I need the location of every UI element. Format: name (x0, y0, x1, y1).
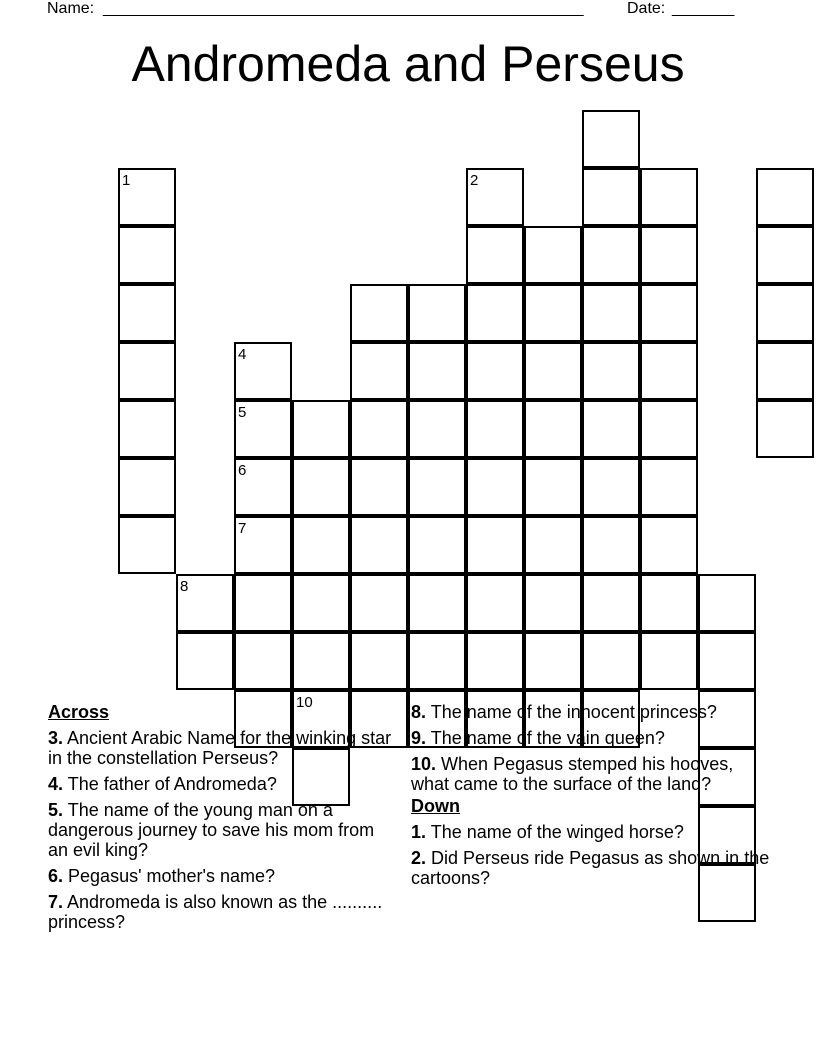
grid-cell[interactable] (582, 168, 640, 226)
grid-cell[interactable] (118, 400, 176, 458)
grid-cell[interactable] (640, 168, 698, 226)
grid-cell[interactable] (350, 342, 408, 400)
grid-cell[interactable] (234, 400, 292, 458)
grid-cell[interactable] (118, 342, 176, 400)
clue-number-label: 5 (238, 404, 247, 421)
clue-down-1 (411, 822, 771, 842)
grid-cell[interactable] (292, 516, 350, 574)
grid-cell[interactable] (118, 458, 176, 516)
grid-cell[interactable] (698, 632, 756, 690)
grid-cell[interactable] (524, 284, 582, 342)
grid-cell[interactable] (582, 342, 640, 400)
grid-cell[interactable] (524, 632, 582, 690)
clue-number: 6. (48, 866, 64, 886)
clue-number-label: 8 (180, 578, 189, 595)
grid-cell[interactable] (350, 458, 408, 516)
grid-cell[interactable] (234, 516, 292, 574)
grid-cell[interactable] (350, 632, 408, 690)
clue-text: The name of the vain queen? (430, 728, 665, 748)
clue-number: 2. (411, 848, 427, 868)
grid-cell[interactable] (234, 342, 292, 400)
grid-cell[interactable] (118, 284, 176, 342)
grid-cell[interactable] (408, 516, 466, 574)
grid-cell[interactable] (640, 284, 698, 342)
clue-text: The name of the innocent princess? (430, 702, 717, 722)
grid-cell[interactable] (640, 574, 698, 632)
clue-across-6 (48, 866, 398, 886)
clue-number: 1. (411, 822, 427, 842)
grid-cell[interactable] (524, 226, 582, 284)
clue-across-4 (48, 774, 398, 794)
clue-number: 8. (411, 702, 427, 722)
grid-cell[interactable] (756, 168, 814, 226)
grid-cell[interactable] (234, 632, 292, 690)
grid-cell[interactable] (524, 458, 582, 516)
grid-cell[interactable] (524, 342, 582, 400)
grid-cell[interactable] (466, 632, 524, 690)
grid-cell[interactable] (408, 284, 466, 342)
grid-cell[interactable] (756, 400, 814, 458)
clue-text: Did Perseus ride Pegasus as shown in the cartoons? (411, 848, 770, 888)
grid-cell[interactable] (582, 458, 640, 516)
grid-cell[interactable] (292, 458, 350, 516)
clue-number: 5. (48, 800, 64, 820)
grid-cell[interactable] (756, 284, 814, 342)
grid-cell[interactable] (466, 574, 524, 632)
clue-across-8 (411, 702, 771, 722)
grid-cell[interactable] (176, 632, 234, 690)
grid-cell[interactable] (756, 226, 814, 284)
grid-cell[interactable] (756, 342, 814, 400)
clues-left-column (48, 702, 398, 938)
grid-cell[interactable] (350, 516, 408, 574)
grid-cell[interactable] (582, 110, 640, 168)
clue-number-label: 6 (238, 462, 247, 479)
clue-text: Andromeda is also known as the .......... princess? (48, 892, 383, 932)
grid-cell[interactable] (640, 342, 698, 400)
clue-number-label: 10 (296, 694, 313, 711)
grid-cell[interactable] (408, 458, 466, 516)
grid-cell[interactable] (640, 400, 698, 458)
name-field-line[interactable]: ______________________________________________________ (103, 0, 584, 17)
grid-cell[interactable] (466, 284, 524, 342)
clue-number-label: 1 (122, 172, 131, 189)
grid-cell[interactable] (408, 632, 466, 690)
grid-cell[interactable] (524, 516, 582, 574)
grid-cell[interactable] (582, 226, 640, 284)
clue-down-2 (411, 848, 771, 888)
clue-number: 7. (48, 892, 64, 912)
grid-cell[interactable] (466, 342, 524, 400)
grid-cell[interactable] (524, 400, 582, 458)
clue-number: 10. (411, 754, 437, 774)
grid-cell[interactable] (408, 400, 466, 458)
clues-right-column (411, 702, 771, 894)
grid-cell[interactable] (466, 168, 524, 226)
clue-number-label: 2 (470, 172, 479, 189)
clue-across-5 (48, 800, 398, 860)
grid-cell[interactable] (582, 516, 640, 574)
date-label: Date: (627, 0, 666, 17)
grid-cell[interactable] (176, 574, 234, 632)
date-field-line[interactable]: _______ (672, 0, 735, 17)
clue-number-label: 4 (238, 346, 247, 363)
clue-across-10 (411, 754, 771, 794)
grid-cell[interactable] (582, 400, 640, 458)
down-heading: Down (411, 796, 460, 816)
grid-cell[interactable] (466, 458, 524, 516)
grid-cell[interactable] (524, 574, 582, 632)
grid-cell[interactable] (408, 574, 466, 632)
grid-cell[interactable] (408, 342, 466, 400)
clue-text: Pegasus' mother's name? (68, 866, 276, 886)
clue-number: 3. (48, 728, 64, 748)
grid-cell[interactable] (118, 168, 176, 226)
clue-text: The name of the young man on a dangerous journey to save his mom from an evil king? (48, 800, 375, 860)
grid-cell[interactable] (350, 574, 408, 632)
grid-cell[interactable] (118, 226, 176, 284)
grid-cell[interactable] (292, 400, 350, 458)
clue-across-3 (48, 728, 398, 768)
grid-cell[interactable] (640, 516, 698, 574)
grid-cell[interactable] (640, 226, 698, 284)
grid-cell[interactable] (640, 632, 698, 690)
grid-cell[interactable] (350, 400, 408, 458)
clue-number-label: 7 (238, 520, 247, 537)
clue-across-9 (411, 728, 771, 748)
grid-cell[interactable] (292, 574, 350, 632)
grid-cell[interactable] (466, 226, 524, 284)
name-label: Name: (47, 0, 95, 17)
clue-text: Ancient Arabic Name for the winking star in the constellation Perseus? (48, 728, 392, 768)
clue-text: The father of Andromeda? (67, 774, 277, 794)
clue-number: 9. (411, 728, 427, 748)
puzzle-title: Andromeda and Perseus (131, 36, 685, 92)
clue-text: The name of the winged horse? (430, 822, 684, 842)
across-heading: Across (48, 702, 110, 722)
grid-cell[interactable] (466, 400, 524, 458)
clue-number: 4. (48, 774, 64, 794)
clue-across-7 (48, 892, 398, 932)
grid-cell[interactable] (582, 284, 640, 342)
grid-cell[interactable] (640, 458, 698, 516)
grid-cell[interactable] (466, 516, 524, 574)
grid-cell[interactable] (582, 632, 640, 690)
grid-cell[interactable] (292, 632, 350, 690)
grid-cell[interactable] (234, 574, 292, 632)
grid-cell[interactable] (698, 574, 756, 632)
grid-cell[interactable] (118, 516, 176, 574)
clue-text: When Pegasus stemped his hooves, what came to the surface of the land? (411, 754, 734, 794)
grid-cell[interactable] (582, 574, 640, 632)
grid-cell[interactable] (234, 458, 292, 516)
grid-cell[interactable] (350, 284, 408, 342)
